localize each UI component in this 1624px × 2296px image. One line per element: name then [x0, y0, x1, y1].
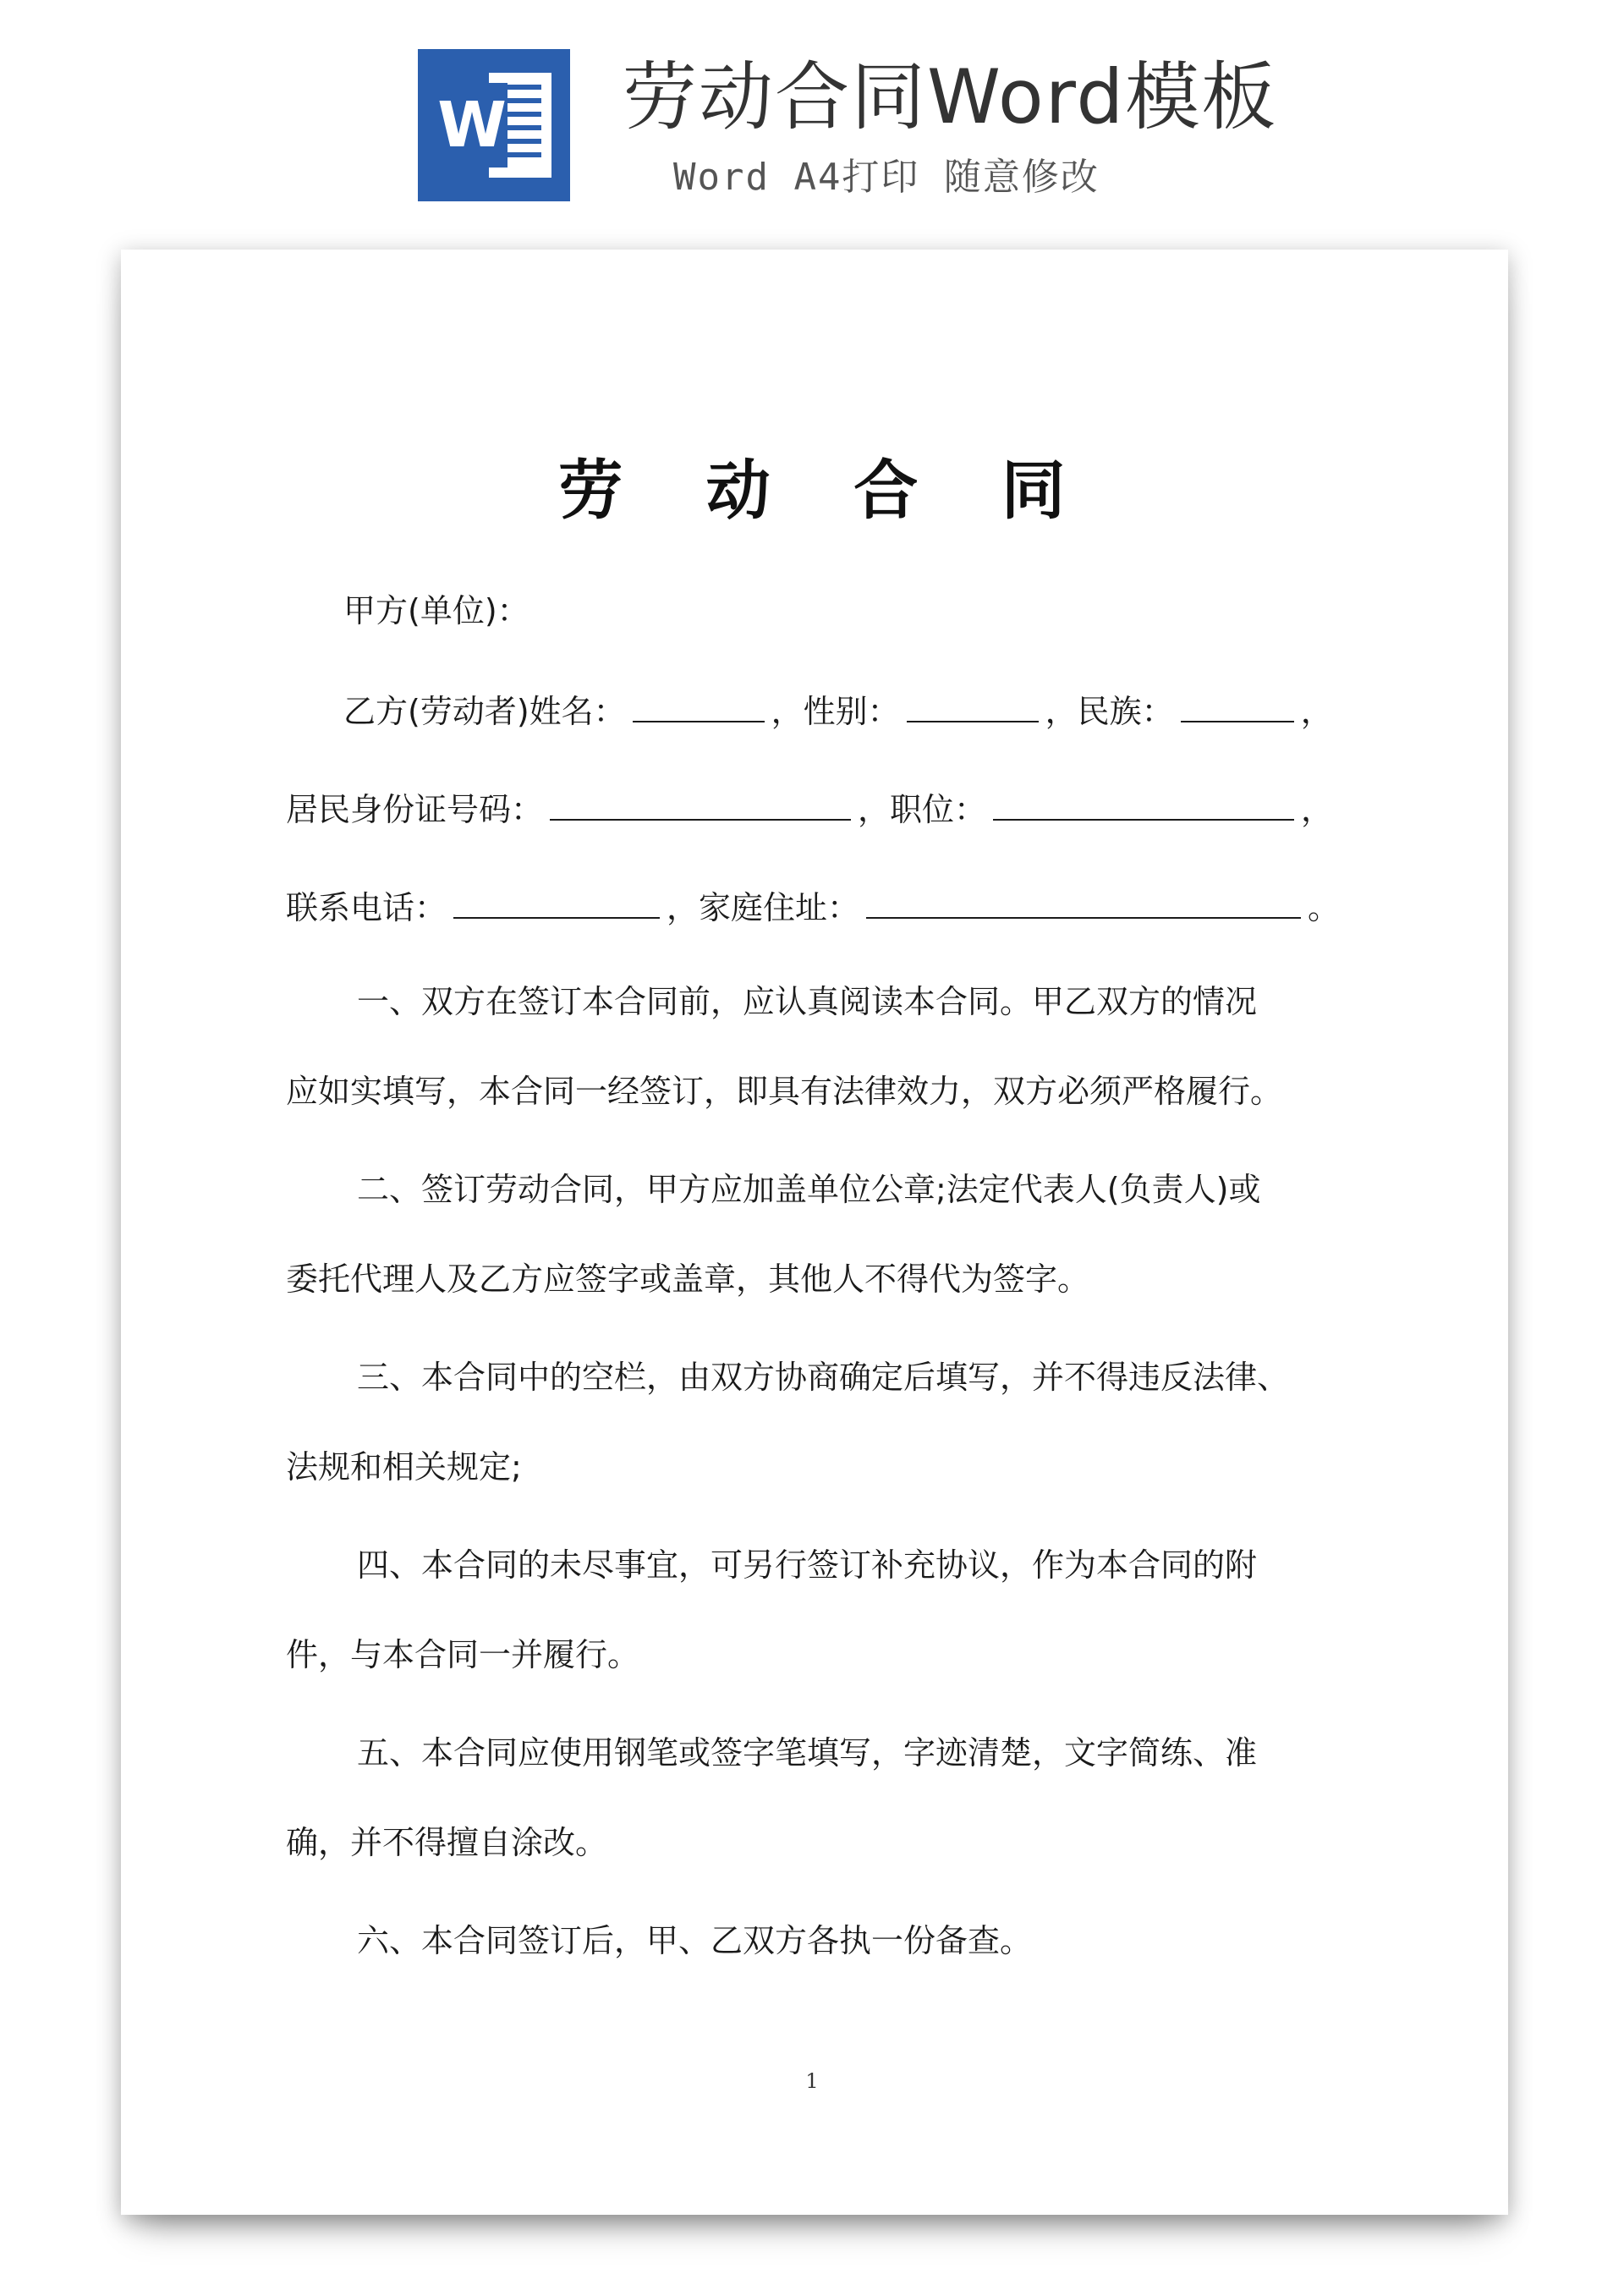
party-a-label: 甲方(单位)： — [343, 592, 529, 629]
clause-3-line-1: 三、本合同中的空栏，由双方协商确定后填写，并不得违反法律、 — [357, 1359, 1290, 1396]
phone-address-line — [286, 880, 1343, 933]
address-blank[interactable] — [866, 880, 1301, 919]
ethnicity-label: ，民族： — [1045, 693, 1174, 730]
name-blank[interactable] — [633, 684, 765, 722]
banner-title: 劳动合同Word模板 — [623, 53, 1278, 140]
page-number: 1 — [805, 2069, 819, 2093]
address-label: ，家庭住址： — [667, 889, 860, 926]
clause-2-line-1: 二、签订劳动合同，甲方应加盖单位公章;法定代表人(负责人)或 — [357, 1171, 1261, 1208]
phone-label: 联系电话： — [286, 889, 447, 926]
clause-2-line-2: 委托代理人及乙方应签字或盖章，其他人不得代为签字。 — [286, 1261, 1090, 1298]
address-end: 。 — [1308, 889, 1341, 926]
word-w-letter: W — [436, 83, 508, 168]
party-b-line — [286, 684, 1343, 737]
position-label: ，职位： — [858, 791, 987, 828]
name-label: 乙方(劳动者)姓名： — [343, 693, 626, 730]
document-title: 劳 动 合 同 — [558, 453, 1096, 528]
clause-3-line-2: 法规和相关规定; — [286, 1448, 522, 1486]
header-banner — [0, 0, 1624, 220]
id-label: 居民身份证号码： — [286, 791, 544, 828]
gender-blank[interactable] — [907, 684, 1039, 722]
ethnicity-blank[interactable] — [1181, 684, 1294, 722]
word-document-icon — [418, 49, 570, 201]
position-blank[interactable] — [993, 782, 1294, 821]
id-position-line — [286, 782, 1343, 835]
ethnicity-end: ， — [1300, 693, 1333, 730]
clause-5-line-2: 确，并不得擅自涂改。 — [286, 1824, 608, 1861]
position-end: ， — [1301, 791, 1334, 828]
party-a-line — [286, 585, 1343, 636]
clause-5-line-1: 五、本合同应使用钢笔或签字笔填写，字迹清楚，文字简练、准 — [357, 1734, 1258, 1771]
id-number-blank[interactable] — [550, 782, 851, 821]
clause-1-line-2: 应如实填写，本合同一经签订，即具有法律效力，双方必须严格履行。 — [286, 1073, 1283, 1110]
gender-label: ，性别： — [771, 693, 900, 730]
clause-4-line-1: 四、本合同的未尽事宜，可另行签订补充协议，作为本合同的附 — [357, 1546, 1258, 1584]
clause-4-line-2: 件，与本合同一并履行。 — [286, 1636, 640, 1673]
clause-1-line-1: 一、双方在签订本合同前，应认真阅读本合同。甲乙双方的情况 — [357, 983, 1258, 1020]
banner-subtitle: Word A4打印 随意修改 — [673, 156, 1100, 199]
clause-6-line-1: 六、本合同签订后，甲、乙双方各执一份备查。 — [357, 1922, 1033, 1959]
phone-blank[interactable] — [453, 880, 660, 919]
